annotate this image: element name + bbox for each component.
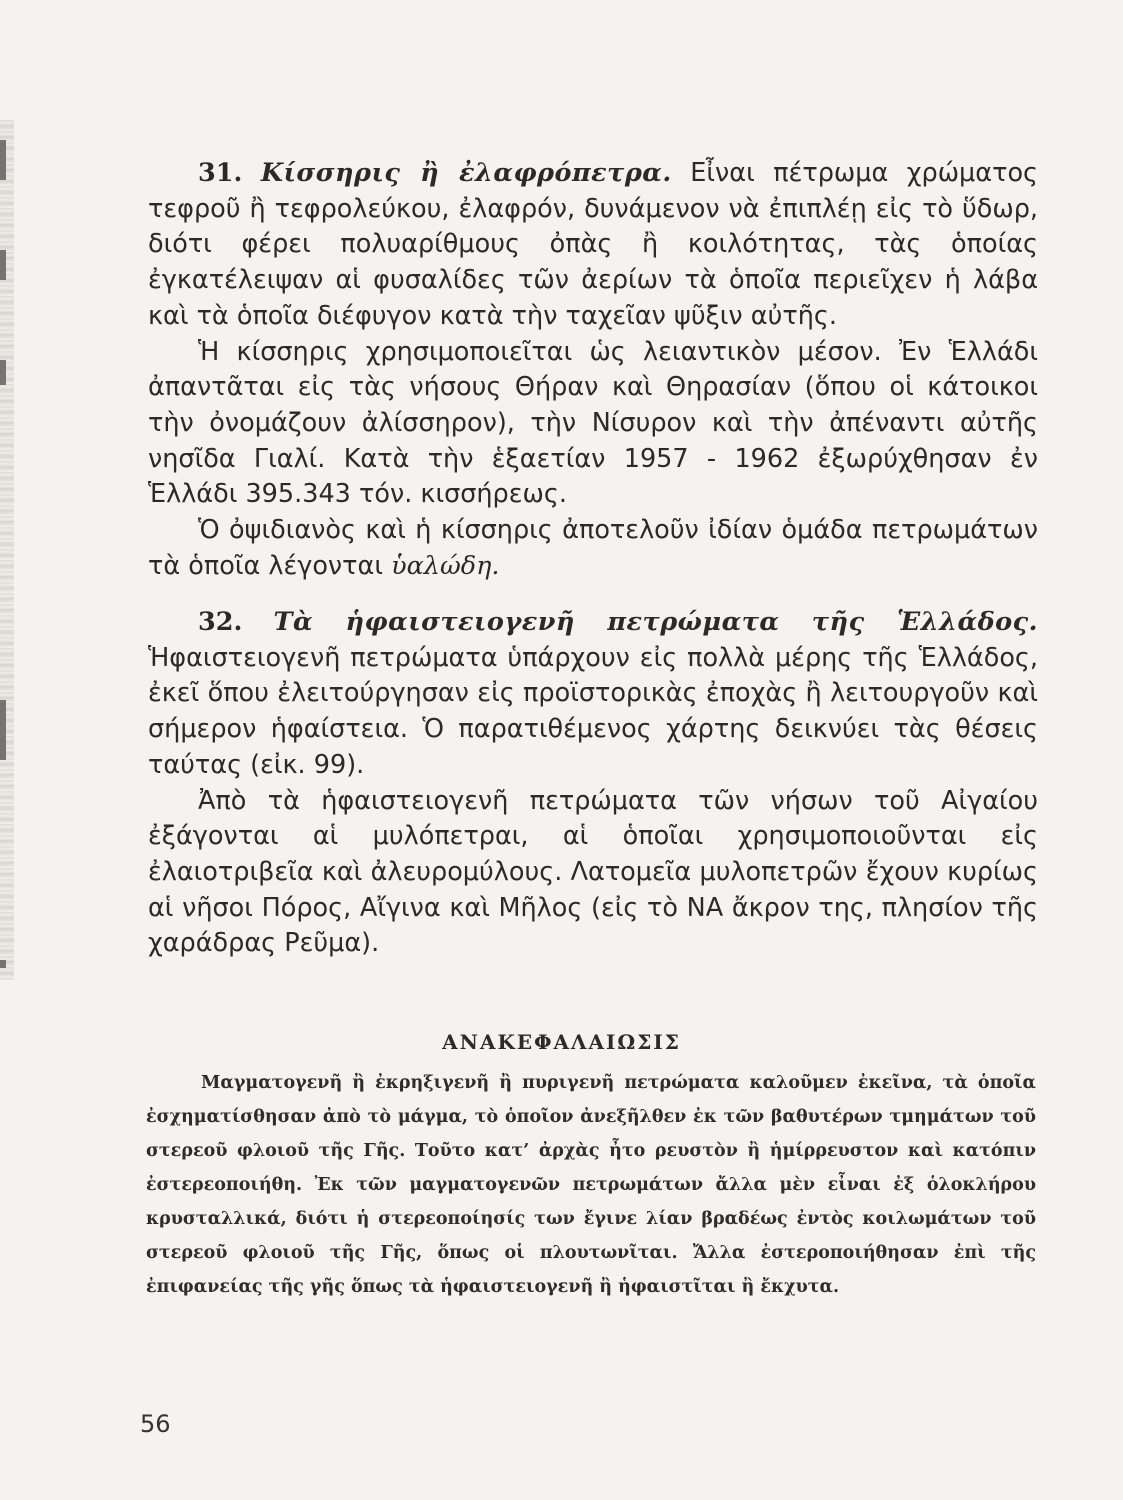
edge-mark: [0, 960, 6, 968]
edge-mark: [0, 140, 6, 180]
page-number: 56: [140, 1410, 171, 1438]
section-31-title: Κίσσηρις ἢ ἐλαφρόπετρα.: [260, 158, 672, 188]
section-31-term: ὑαλώδη.: [391, 550, 500, 581]
section-32-title: Τὰ ἡφαιστειογενῆ πετρώματα τῆς Ἑλλάδος.: [273, 607, 1039, 637]
edge-mark: [0, 250, 6, 280]
page-binding-edge: [0, 120, 14, 980]
section-31: [148, 156, 1038, 584]
section-31-paragraph-1: [148, 156, 1038, 335]
summary-block: [146, 1066, 1036, 1304]
section-31-text-1: Εἶναι πέτρωμα χρώματος τεφροῦ ἢ τεφρολεύκου, ἐλαφρόν, δυνάμενον νὰ ἐπιπλέῃ εἰς τὸ ὕδωρ, διότι φέρει πολυαρίθμους ὀπὰς ἢ κοιλότητας, τὰς ὁποίας ἐγκατέλειψαν αἱ φυσαλίδες τῶν ἀερίων τὰ ὁποῖα περιεῖχεν ἡ λάβα καὶ τὰ ὁποῖα διέφυγον κατὰ τὴν ταχεῖαν ψῦξιν αὐτῆς.: [148, 158, 1039, 331]
section-31-number: 31.: [198, 158, 243, 188]
section-32-text-1: Ἡφαιστειογενῆ πετρώματα ὑπάρχουν εἰς πολλὰ μέρης τῆς Ἑλλάδος, ἐκεῖ ὅπου ἐλειτούργησαν εἰς προϊστορικὰς ἐποχὰς ἢ λειτουργοῦν καὶ σήμερον ἡφαίστεια. Ὁ παρατιθέμενος χάρτης δεικνύει τὰς θέσεις ταύτας (εἰκ. 99).: [148, 642, 1038, 780]
section-32-paragraph-2: Ἀπὸ τὰ ἡφαιστειογενῆ πετρώματα τῶν νήσων τοῦ Αἰγαίου ἐξάγονται αἱ μυλόπετραι, αἱ ὁποῖαι χρησιμοποιοῦνται εἰς ἐλαιοτριβεῖα καὶ ἀλευρομύλους. Λατομεῖα μυλοπετρῶν ἔχουν κυρίως αἱ νῆσοι Πόρος, Αἴγινα καὶ Μῆλος (εἰς τὸ ΝΑ ἄκρον της, πλησίον τῆς χαράδρας Ρεῦμα).: [148, 785, 1038, 959]
summary-text: Μαγματογενῆ ἢ ἐκρηξιγενῆ ἢ πυριγενῆ πετρώματα καλοῦμεν ἐκεῖνα, τὰ ὁποῖα ἐσχηματίσθησαν ἀπὸ τὸ μάγμα, τὸ ὁποῖον ἀνεξῆλθεν ἐκ τῶν βαθυτέρων τμημάτων τοῦ στερεοῦ φλοιοῦ τῆς Γῆς. Τοῦτο κατ’ ἀρχὰς ἦτο ρευστὸν ἢ ἡμίρρευστον καὶ κατόπιν ἐστερεοποιήθη. Ἐκ τῶν μαγματογενῶν πετρωμάτων ἄλλα μὲν εἶναι ἐξ ὁλοκλήρου κρυσταλλικά, διότι ἡ στερεοποίησίς των ἔγινε λίαν βραδέως ἐντὸς κοιλωμάτων τοῦ στερεοῦ φλοιοῦ τῆς Γῆς, ὅπως οἱ πλουτωνῖται. Ἄλλα ἐστεροποιήθησαν ἐπὶ τῆς ἐπιφανείας τῆς γῆς ὅπως τὰ ἡφαιστειογενῆ ἢ ἡφαιστῖται ἢ ἔκχυτα.: [146, 1073, 1036, 1297]
section-31-paragraph-3: [148, 513, 1038, 584]
section-31-paragraph-2: Ἡ κίσσηρις χρησιμοποιεῖται ὡς λειαντικὸν μέσον. Ἐν Ἑλλάδι ἀπαντᾶται εἰς τὰς νήσους Θήραν καὶ Θηρασίαν (ὅπου οἱ κάτοικοι τὴν ὀνομάζουν ἀλίσσηρον), τὴν Νίσυρον καὶ τὴν ἀπέναντι αὐτῆς νησῖδα Γιαλί. Κατὰ τὴν ἑξαετίαν 1957 - 1962 ἐξωρύχθησαν ἐν Ἑλλάδι 395.343 τόν. κισσήρεως.: [148, 336, 1038, 510]
edge-mark: [0, 700, 6, 760]
edge-mark: [0, 360, 6, 385]
section-32-paragraph-1: [148, 605, 1038, 784]
summary-heading: ΑΝΑΚΕΦΑΛΑΙΩΣΙΣ: [442, 1030, 681, 1054]
section-32-number: 32.: [198, 607, 243, 637]
section-32: [148, 605, 1038, 962]
section-31-text-3: Ὁ ὀψιδιανὸς καὶ ἡ κίσσηρις ἀποτελοῦν ἰδίαν ὁμάδα πετρωμάτων τὰ ὁποῖα λέγονται: [148, 515, 1038, 581]
